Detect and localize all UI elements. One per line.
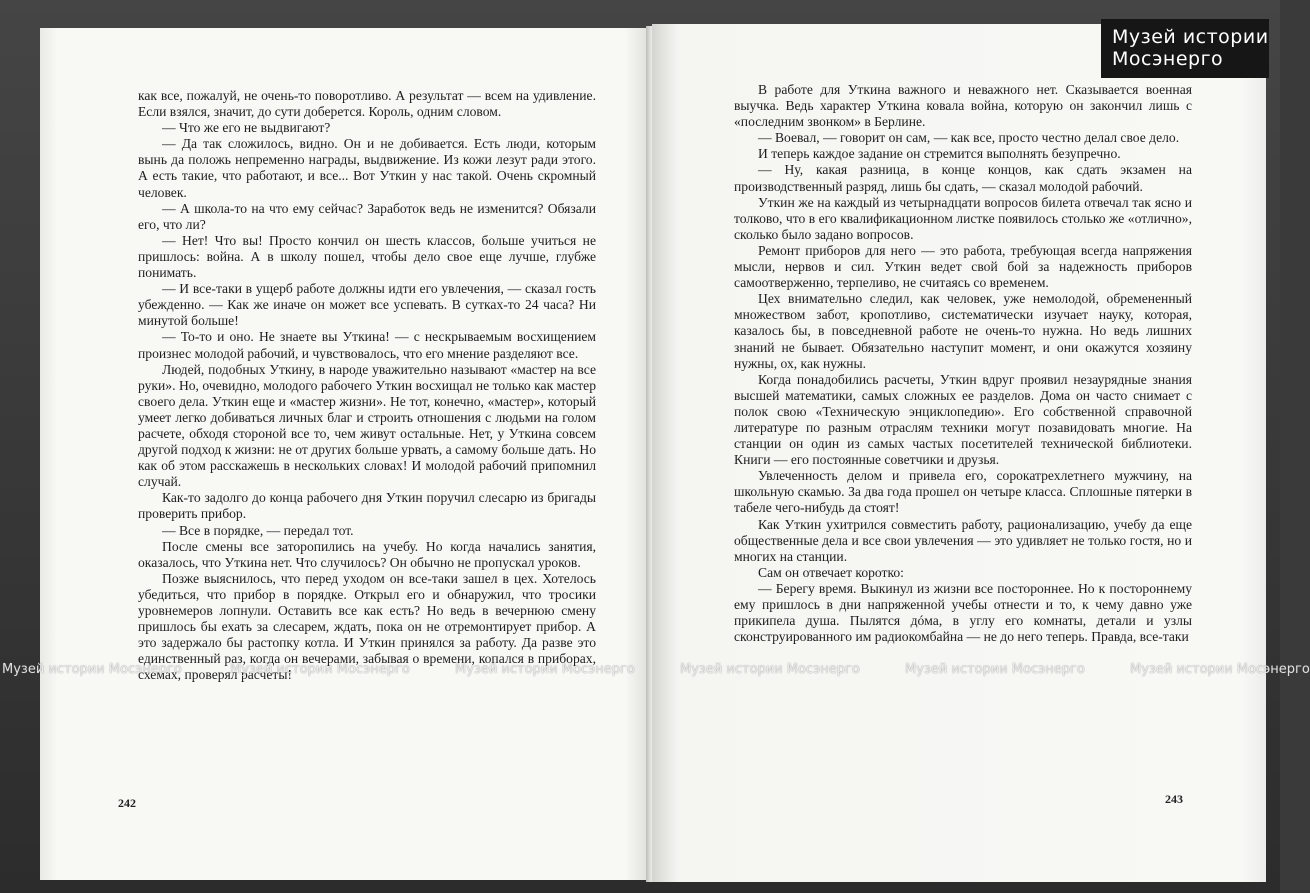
paragraph: Когда понадобились расчеты, Уткин вдруг проявил незаурядные знания высшей математики, самых сложных ее разделов. Дома он часто снимает с полок свою «Техническую энциклопедию». Его собственной справочной литературе по разным отраслям техники могут позавидовать многие. На станции он один из самых частых посетителей технической библиотеки. Книги — его постоянные советчики и друзья. (734, 371, 1192, 468)
left-page (40, 28, 652, 880)
paragraph: Увлеченность делом и привела его, сорокатрехлетнего мужчину, на школьную скамью. За два года прошел он четыре класса. Сплошные пятерки в табеле чего-нибудь да стоят! (734, 468, 1192, 516)
paragraph: В работе для Уткина важного и неважного нет. Сказывается военная выучка. Ведь характер Уткина ковала война, которую он закончил лишь с «последним звонком» в Берлине. (734, 82, 1192, 130)
right-page (652, 24, 1266, 882)
paragraph: — Берегу время. Выкинул из жизни все постороннее. Но к постороннему ему пришлось в дни напряженной учебы отнести и то, к чему давно уже прикипела душа. Пылятся дóма, в углу его комнаты, детали и узлы сконструированного им радиокомбайна — не до него теперь. Правда, все-таки (734, 580, 1192, 645)
watermark-text: Музей истории Мосэнерго (905, 662, 1085, 677)
paragraph: — Ну, какая разница, в конце концов, как сдать экзамен на производственный разряд, лишь бы сдать, — сказал молодой рабочий. (734, 162, 1192, 194)
page-number-left: 242 (118, 796, 136, 810)
paragraph: После смены все заторопились на учебу. Но когда начались занятия, оказалось, что Уткина нет. Что случилось? Он обычно не пропускал уроков. (138, 538, 596, 570)
paragraph: Цех внимательно следил, как человек, уже немолодой, обремененный множеством забот, кропотливо, систематически изучает науку, которая, казалось бы, в повседневной работе не очень-то нужна. Но ведь лишних знаний не бывает. Обязательно наступит момент, и они окажутся хозяину нужны, ох, как нужны. (734, 291, 1192, 371)
paragraph: — Да так сложилось, видно. Он и не добивается. Есть люди, которым вынь да положь непременно награды, выдвижение. Из кожи лезут ради этого. А есть такие, что работают, и все... Вот Уткин у нас такой. Очень скромный человек. (138, 136, 596, 200)
paragraph: Сам он отвечает коротко: (758, 564, 904, 580)
paragraph: Уткин же на каждый из четырнадцати вопросов билета отвечал так ясно и толково, что в его квалификационном листке появилось столько же «отлично», сколько было задано вопросов. (734, 194, 1192, 242)
paragraph: Как Уткин ухитрился совместить работу, рационализацию, учебу да еще общественные дела и все свои увлечения — это удивляет не только гостя, но и многих на станции. (734, 516, 1192, 564)
watermark-text: Музей истории Мосэнерго (230, 662, 410, 677)
paragraph: — А школа-то на что ему сейчас? Заработок ведь не изменится? Обязали его, что ли? (138, 200, 596, 232)
paragraph: И теперь каждое задание он стремится выполнять безупречно. (758, 146, 1121, 162)
left-page-text (138, 88, 596, 683)
watermark-text: Музей истории Мосэнерго (1130, 662, 1310, 677)
logo-line-1: Музей истории (1112, 26, 1269, 48)
paragraph: — Воевал, — говорит он сам, — как все, просто честно делал свое дело. (758, 130, 1180, 146)
paragraph: — И все-таки в ущерб работе должны идти его увлечения, — сказал гость убежденно. — Как же иначе он может все успевать. В сутках-то 24 часа? Ни минутой больше! (138, 281, 596, 329)
paragraph: Как-то задолго до конца рабочего дня Уткин поручил слесарю из бригады проверить прибор. (138, 490, 596, 522)
right-page-text (734, 82, 1192, 645)
paragraph: Позже выяснилось, что перед уходом он все-таки зашел в цех. Хотелось убедиться, что прибор в порядке. Открыл его и обнаружил, что тросики уровнемеров лопнули. Оставить все как есть? Но ведь в вечернюю смену пришлось бы ехать за слесарем, ждать, пока он не отремонтирует прибор. А это задержало бы растопку котла. И Уткин принялся за работу. Да разве это единственный раз, когда он вечерами, забывая о времени, копался в приборах, схемах, проверял расчеты! (138, 570, 596, 683)
paragraph: как все, пожалуй, не очень-то поворотливо. А результат — всем на удивление. Если взялся, значит, до сути доберется. Король, одним словом. (138, 88, 596, 120)
watermark-text: Музей истории Мосэнерго (2, 662, 182, 677)
paragraph: Людей, подобных Уткину, в народе уважительно называют «мастер на все руки». Но, очевидно, молодого рабочего Уткин восхищал не только как мастер своего дела. Уткин еще и «мастер жизни». Не тот, конечно, «мастер», который умеет легко добиваться личных благ и строить отношения с людьми на голом расчете, обходя стороной все то, чем живут остальные. Нет, у Уткина совсем другой подход к жизни: не от других больше урвать, а самому больше дать. Но как об этом расскажешь в нескольких словах! И молодой рабочий припомнил случай. (138, 361, 596, 490)
paragraph: Ремонт приборов для него — это работа, требующая всегда напряжения мысли, нервов и сил. Уткин ведет свой бой за надежность приборов самоотверженно, терпеливо, не считаясь со временем. (734, 242, 1192, 291)
paragraph: — Нет! Что вы! Просто кончил он шесть классов, больше учиться не пришлось: война. А в школу пошел, чтобы дело свое еще лучше, глубже понимать. (138, 232, 596, 281)
page-number-right: 243 (1165, 792, 1183, 806)
logo-line-2: Мосэнерго (1112, 48, 1224, 70)
museum-logo (1101, 19, 1269, 78)
watermark-text: Музей истории Мосэнерго (455, 662, 635, 677)
paragraph: — То-то и оно. Не знаете вы Уткина! — с нескрываемым восхищением произнес молодой рабочий, и чувствовалось, что его мнение разделяют все. (138, 329, 596, 361)
watermark-text: Музей истории Мосэнерго (680, 662, 860, 677)
paragraph: — Что же его не выдвигают? (162, 120, 331, 136)
paragraph: — Все в порядке, — передал тот. (162, 522, 354, 538)
